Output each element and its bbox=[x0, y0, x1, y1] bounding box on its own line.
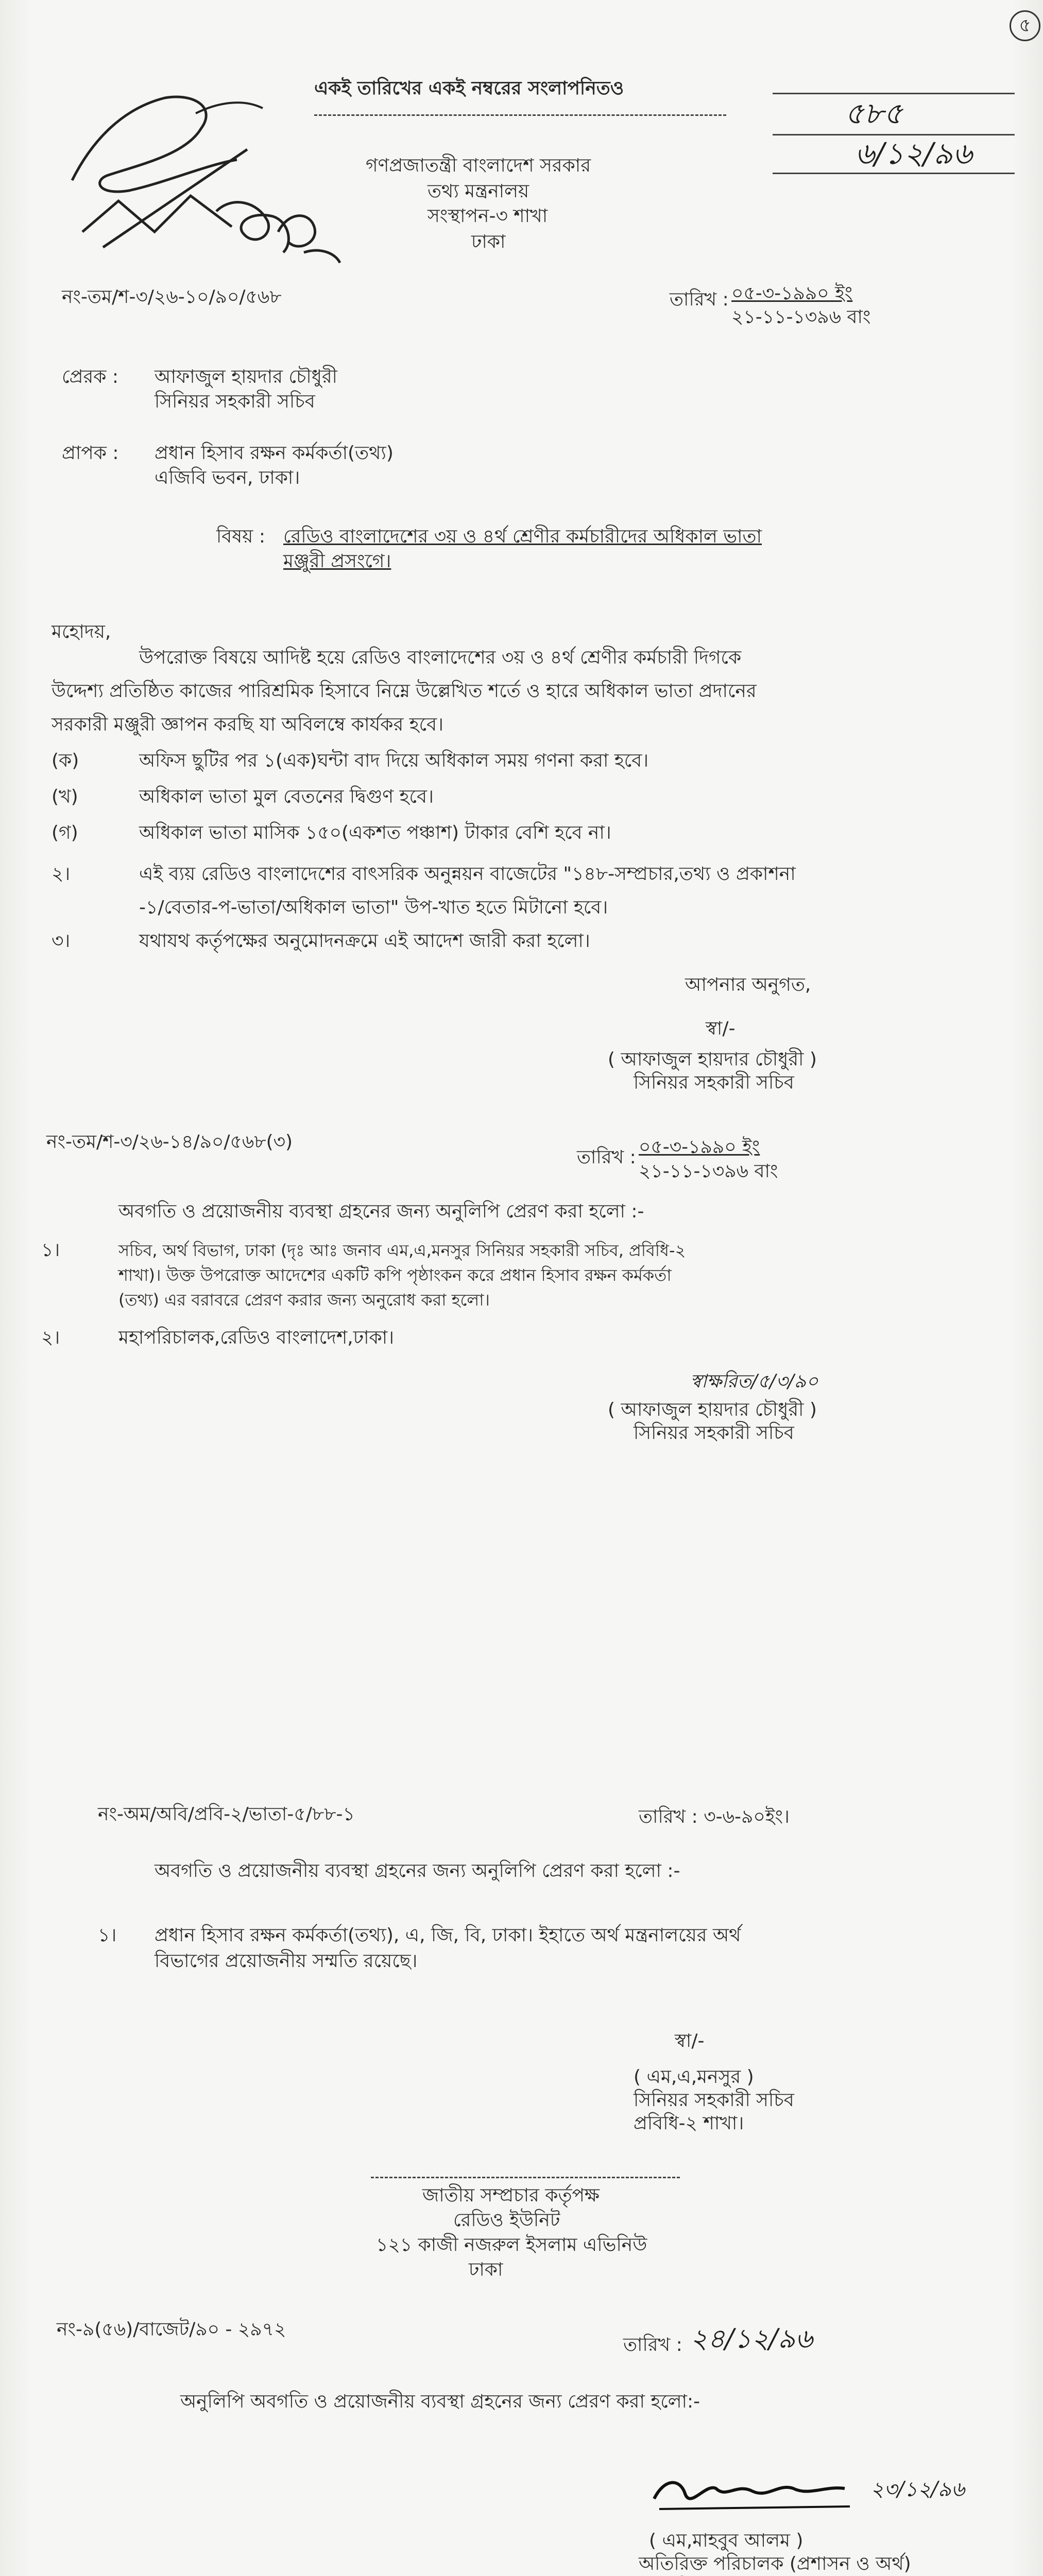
memo1-subject-label: বিষয় : bbox=[216, 526, 265, 547]
memo3-sign-branch: প্রবিধি-২ শাখা। bbox=[634, 2113, 744, 2134]
memo1-item-a-num: (ক) bbox=[52, 750, 79, 771]
memo3-item-line1: প্রধান হিসাব রক্ষন কর্মকর্তা(তথ্য), এ, জি, বি, ঢাকা। ইহাতে অর্থ মন্ত্রনালয়ের অর্থ bbox=[155, 1925, 741, 1946]
stamp-number: ৫৮৫ bbox=[845, 96, 903, 131]
memo1-item-b-num: (খ) bbox=[52, 786, 78, 807]
memo2-sign-title: সিনিয়র সহকারী সচিব bbox=[634, 1422, 794, 1444]
header-ministry: তথ্য মন্ত্রনালয় bbox=[428, 181, 529, 202]
header-city: ঢাকা bbox=[471, 231, 506, 252]
signature-mahbub-alam bbox=[649, 2468, 865, 2519]
memo1-sender-label: প্রেরক : bbox=[62, 366, 119, 387]
memo1-para2-line2: -১/বেতার-প-ভাতা/অধিকাল ভাতা" উপ-খাত হতে মিটানো হবে। bbox=[139, 897, 608, 918]
memo1-recipient-label: প্রাপক : bbox=[62, 443, 119, 464]
memo2-ref-no: নং-তম/শ-৩/২৬-১৪/৯০/৫৬৮(৩) bbox=[46, 1131, 293, 1153]
memo2-date-en: ০৫-৩-১৯৯০ ইং bbox=[639, 1137, 760, 1158]
radio-header-line1: জাতীয় সম্প্রচার কর্তৃপক্ষ bbox=[422, 2185, 600, 2206]
memo2-item1-line1: সচিব, অর্থ বিভাগ, ঢাকা (দৃঃ আঃ জনাব এম,এ,মনসুর সিনিয়র সহকারী সচিব, প্রবিধি-২ bbox=[118, 1241, 686, 1260]
memo1-para2-line1: এই ব্যয় রেডিও বাংলাদেশের বাৎসরিক অনুন্নয়ন বাজেটের "১৪৮-সম্প্রচার,তথ্য ও প্রকাশনা bbox=[139, 863, 796, 885]
memo1-item-c-num: (গ) bbox=[52, 822, 78, 843]
memo1-para3-num: ৩। bbox=[52, 930, 71, 952]
memo3-item-num: ১। bbox=[98, 1925, 117, 1946]
memo4-intro: অনুলিপি অবগতি ও প্রয়োজনীয় ব্যবস্থা গ্রহনের জন্য প্রেরণ করা হলো:- bbox=[180, 2391, 700, 2412]
memo1-date-bn: ২১-১১-১৩৯৬ বাং bbox=[731, 307, 871, 328]
memo1-salutation: মহোদয়, bbox=[52, 621, 111, 642]
memo1-ref-no: নং-তম/শ-৩/২৬-১০/৯০/৫৬৮ bbox=[62, 286, 282, 308]
memo2-item1-line2: শাখা)। উক্ত উপরোক্ত আদেশের একটি কপি পৃষ্ঠাংকন করে প্রধান হিসাব রক্ষন কর্মকর্তা bbox=[118, 1265, 672, 1285]
memo1-closing: আপনার অনুগত, bbox=[685, 974, 811, 995]
memo1-sender-title: সিনিয়র সহকারী সচিব bbox=[155, 391, 315, 412]
memo1-recipient-name: প্রধান হিসাব রক্ষন কর্মকর্তা(তথ্য) bbox=[155, 443, 394, 464]
memo4-sign-title1: অতিরিক্ত পরিচালক (প্রশাসন ও অর্থ) bbox=[639, 2553, 911, 2574]
header-gov: গণপ্রজাতন্ত্রী বাংলাদেশ সরকার bbox=[366, 155, 591, 176]
memo2-intro: অবগতি ও প্রয়োজনীয় ব্যবস্থা গ্রহনের জন্য অনুলিপি প্রেরণ করা হলো :- bbox=[118, 1201, 644, 1222]
memo1-body-line1: উপরোক্ত বিষয়ে আদিষ্ট হয়ে রেডিও বাংলাদেশের ৩য় ও ৪র্থ শ্রেণীর কর্মচারী দিগকে bbox=[139, 647, 742, 668]
receipt-stamp bbox=[762, 31, 1030, 185]
memo1-para2-num: ২। bbox=[52, 863, 71, 885]
memo2-date-label: তারিখ : bbox=[577, 1147, 636, 1168]
memo2-date-bn: ২১-১১-১৩৯৬ বাং bbox=[639, 1161, 778, 1182]
memo4-sign-date: ২৩/১২/৯৬ bbox=[870, 2478, 965, 2501]
memo1-body-line2: উদ্দেশ্য প্রতিষ্ঠিত কাজের পারিশ্রমিক হিসাবে নিম্নে উল্লেখিত শর্তে ও হারে অধিকাল ভাতা প্রদানের bbox=[52, 681, 757, 702]
radio-header-line2: রেডিও ইউনিট bbox=[453, 2210, 560, 2231]
memo1-para3-text: যথাযথ কর্তৃপক্ষের অনুমোদনক্রমে এই আদেশ জারী করা হলো। bbox=[139, 930, 590, 952]
memo4-date-label: তারিখ : bbox=[623, 2334, 682, 2355]
memo1-body-line3: সরকারী মঞ্জুরী জ্ঞাপন করছি যা অবিলম্বে কার্যকর হবে। bbox=[52, 714, 444, 735]
stamp-date: ৬/১২/৯৬ bbox=[855, 136, 972, 171]
memo2-item2-num: ২। bbox=[41, 1327, 60, 1348]
memo1-subject-line1: রেডিও বাংলাদেশের ৩য় ও ৪র্থ শ্রেণীর কর্মচারীদের অধিকাল ভাতা bbox=[283, 526, 762, 547]
memo3-sign-name: ( এম,এ,মনসুর ) bbox=[634, 2066, 754, 2088]
memo2-sign-name: ( আফাজুল হায়দার চৌধুরী ) bbox=[608, 1399, 817, 1420]
memo1-recipient-place: এজিবি ভবন, ঢাকা। bbox=[155, 467, 300, 488]
memo2-item2-line1: মহাপরিচালক,রেডিও বাংলাদেশ,ঢাকা। bbox=[118, 1327, 395, 1348]
memo3-intro: অবগতি ও প্রয়োজনীয় ব্যবস্থা গ্রহনের জন্য অনুলিপি প্রেরণ করা হলো :- bbox=[155, 1860, 680, 1882]
memo3-item-line2: বিভাগের প্রয়োজনীয় সম্মতি রয়েছে। bbox=[155, 1951, 418, 1972]
memo1-item-a-text: অফিস ছুটির পর ১(এক)ঘন্টা বাদ দিয়ে অধিকাল সময় গণনা করা হবে। bbox=[139, 750, 649, 771]
memo1-sign-title: সিনিয়র সহকারী সচিব bbox=[634, 1072, 794, 1093]
memo2-item1-num: ১। bbox=[41, 1240, 60, 1261]
memo1-date-en: ০৫-৩-১৯৯০ ইং bbox=[731, 283, 853, 304]
memo1-sign-name: ( আফাজুল হায়দার চৌধুরী ) bbox=[608, 1049, 817, 1070]
memo1-item-b-text: অধিকাল ভাতা মুল বেতনের দ্বিগুণ হবে। bbox=[139, 786, 434, 807]
memo3-ref-no: নং-অম/অবি/প্রবি-২/ভাতা-৫/৮৮-১ bbox=[98, 1804, 355, 1825]
memo3-date: তারিখ : ৩-৬-৯০ইং। bbox=[639, 1806, 790, 1827]
radio-header-line4: ঢাকা bbox=[469, 2259, 503, 2280]
memo2-signed: স্বাক্ষরিত/৫/৩/৯০ bbox=[690, 1371, 818, 1392]
memo2-item1-line3: (তথ্য) এর বরাবরে প্রেরণ করার জন্য অনুরোধ করা হলো। bbox=[118, 1290, 490, 1310]
memo4-ref-no: নং-৯(৫৬)/বাজেট/৯০ - ২৯৭২ bbox=[57, 2319, 286, 2340]
memo4-date-handwritten: ২৪/১২/৯৬ bbox=[690, 2324, 813, 2354]
memo3-signed: স্বা/- bbox=[675, 2030, 705, 2052]
radio-header-top-rule bbox=[371, 2177, 680, 2178]
header-branch: সংস্থাপন-৩ শাখা bbox=[428, 206, 548, 227]
handwritten-mark bbox=[268, 201, 350, 273]
memo1-sender-name: আফাজুল হায়দার চৌধুরী bbox=[155, 366, 337, 387]
page-number-circle: ৫ bbox=[1010, 10, 1040, 41]
memo3-sign-title: সিনিয়র সহকারী সচিব bbox=[634, 2090, 794, 2111]
memo1-subject-line2: মঞ্জুরী প্রসংগে। bbox=[283, 551, 391, 572]
memo4-sign-name: ( এম,মাহবুব আলম ) bbox=[649, 2530, 803, 2551]
radio-header-line3: ১২১ কাজী নজরুল ইসলাম এভিনিউ bbox=[376, 2234, 647, 2256]
memo1-date-label: তারিখ : bbox=[670, 289, 729, 310]
stamp-title: একই তারিখের একই নম্বরের সংলাপনিতও bbox=[314, 78, 624, 99]
memo1-signed: স্বা/- bbox=[706, 1018, 736, 1039]
stamp-title-underline bbox=[314, 114, 726, 116]
memo1-item-c-text: অধিকাল ভাতা মাসিক ১৫০(একশত পঞ্চাশ) টাকার বেশি হবে না। bbox=[139, 822, 611, 843]
